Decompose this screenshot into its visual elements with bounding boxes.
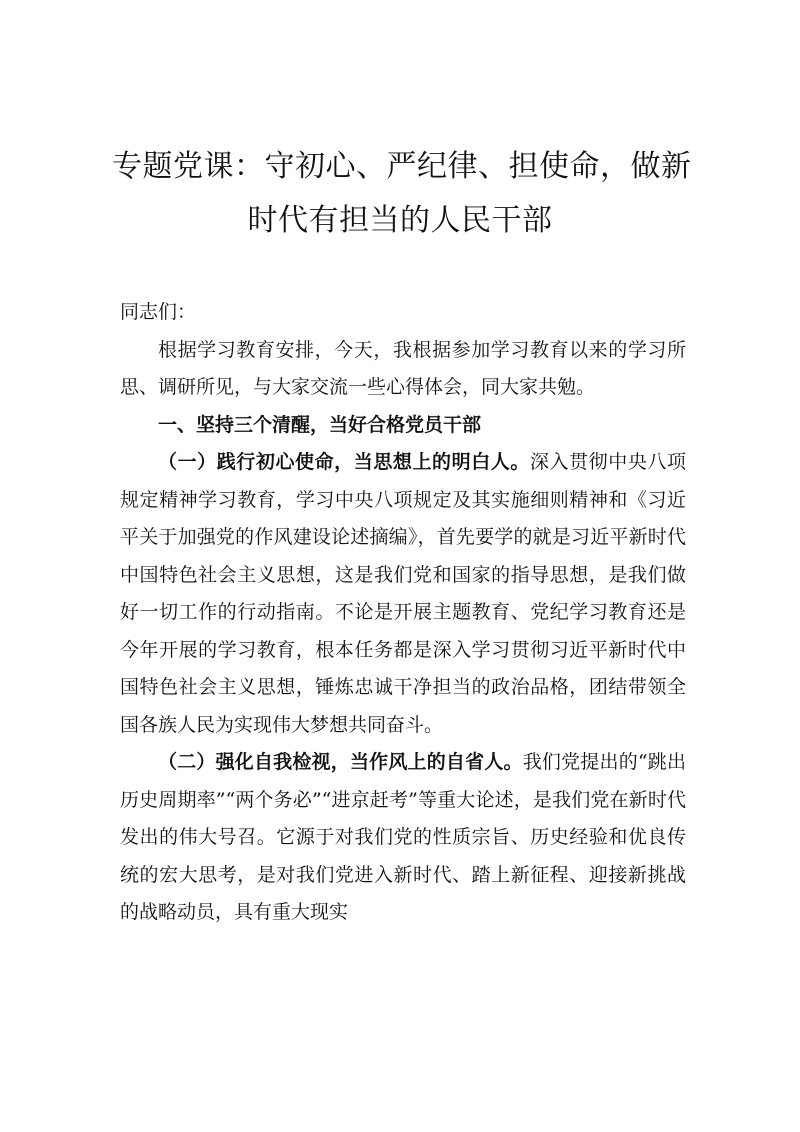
intro-paragraph: 根据学习教育安排，今天，我根据参加学习教育以来的学习所思、调研所见，与大家交流一些心得体会，同大家共勉。 <box>120 338 686 398</box>
point-lead-1: （一）践行初心使命，当思想上的明白人。 <box>158 451 530 473</box>
salutation: 同志们： <box>120 301 197 323</box>
point-lead-2: （二）强化自我检视，当作风上的自省人。 <box>158 751 523 773</box>
point-text-1: 深入贯彻中央八项规定精神学习教育，学习中央八项规定及其实施细则精神和《习近平关于加强党的作风建设论述摘编》，首先要学的就是习近平新时代中国特色社会主义思想，这是我们党和国家的指导思想，是我们做好一切工作的行动指南。不论是开展主题教育、党纪学习教育还是今年开展的学习教育，根本任务都是深入学习贯彻习近平新时代中国特色社会主义思想，锤炼忠诚干净担当的政治品格，团结带领全国各族人民为实现伟大梦想共同奋斗。 <box>120 451 686 736</box>
point-paragraph-1 <box>120 444 686 744</box>
point-paragraph-2 <box>120 744 686 932</box>
document-title <box>112 140 692 248</box>
title-line-2: 时代有担当的人民干部 <box>247 203 553 238</box>
title-line-1: 专题党课：守初心、严纪律、担使命，做新 <box>112 149 692 184</box>
document-body <box>120 294 686 932</box>
point-text-2: 我们党提出的“跳出历史周期率”“两个务必”“进京赶考”等重大论述，是我们党在新时代发出的伟大号召。它源于对我们党的性质宗旨、历史经验和优良传统的宏大思考，是对我们党进入新时代、踏上新征程、迎接新挑战的战略动员，具有重大现实 <box>120 751 686 923</box>
section-heading: 一、坚持三个清醒，当好合格党员干部 <box>158 413 482 436</box>
